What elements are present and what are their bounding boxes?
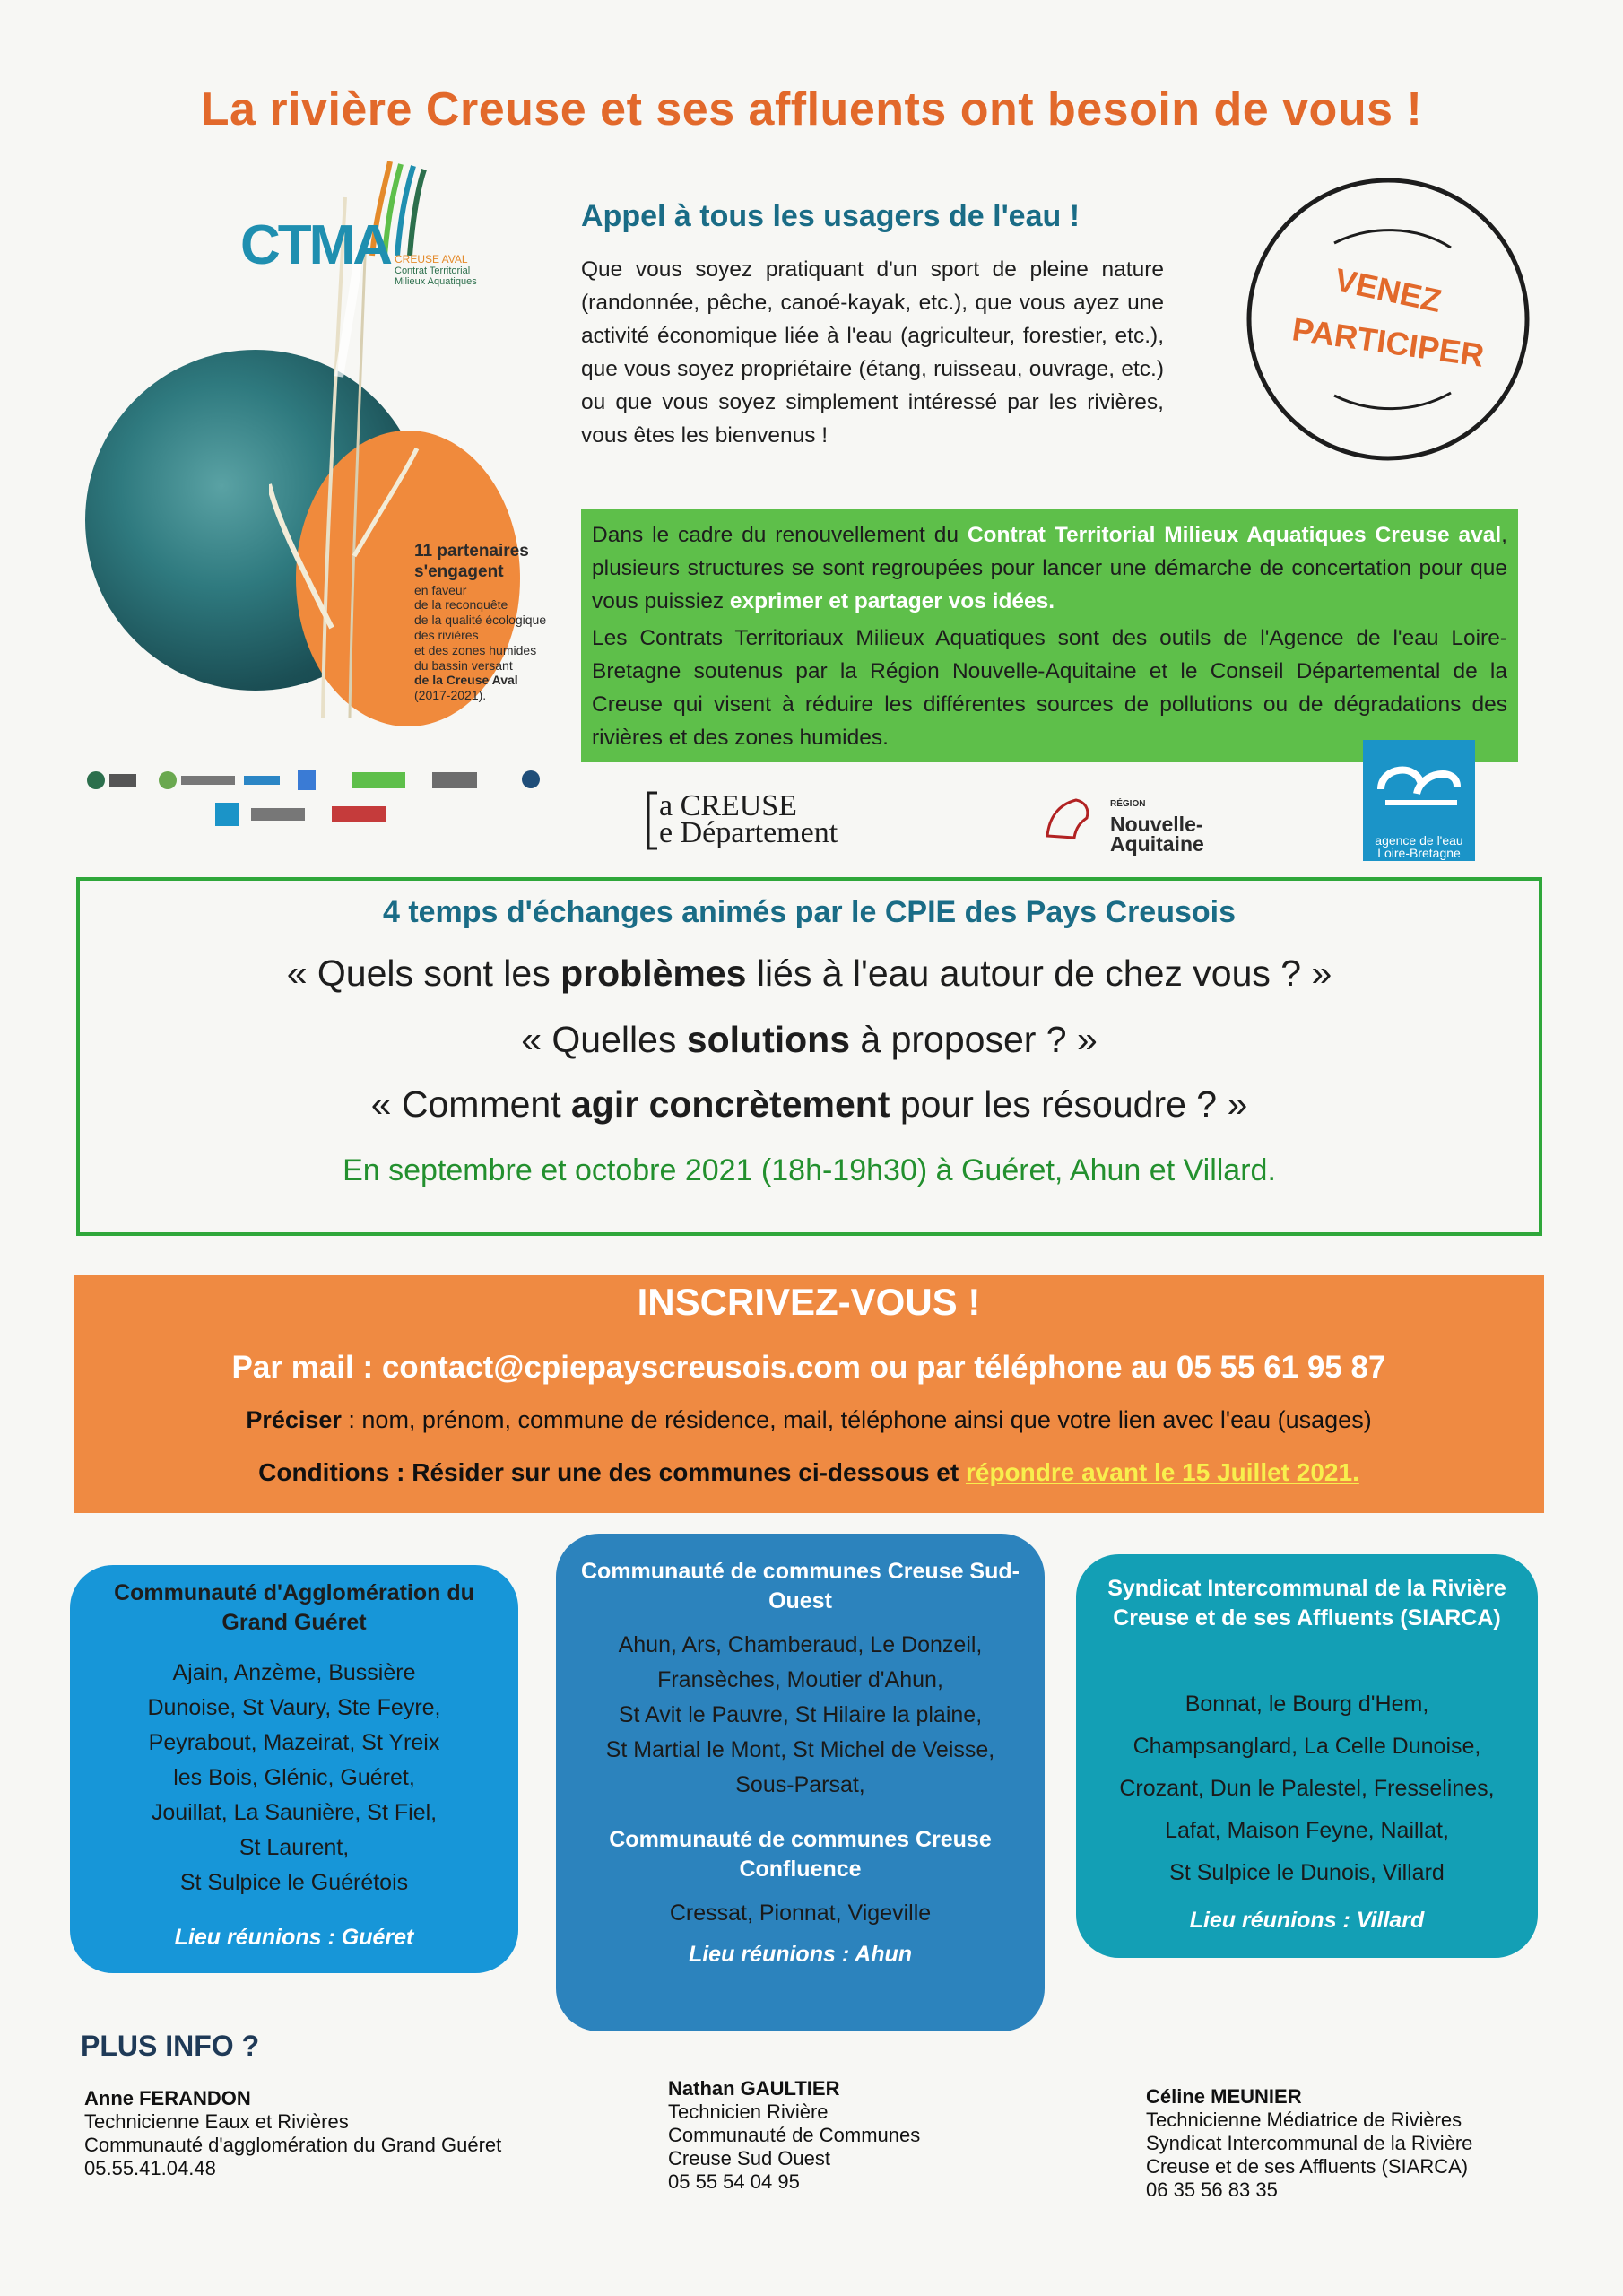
question-agir: « Comment agir concrètement pour les résoudre ? » bbox=[370, 1083, 1248, 1125]
inscription-contact[interactable]: Par mail : contact@cpiepayscreusois.com ou par téléphone au 05 55 61 95 87 bbox=[231, 1350, 1386, 1385]
inscription-title: INSCRIVEZ-VOUS ! bbox=[637, 1281, 981, 1323]
inscription-conditions: Conditions : Résider sur une des communes ci-dessous et répondre avant le 15 Juillet 2021. bbox=[258, 1458, 1359, 1486]
agence-eau-wave-icon bbox=[1372, 749, 1466, 821]
partners-bold-line: de la Creuse Aval bbox=[414, 673, 518, 688]
question-problemes: « Quels sont les problèmes liés à l'eau autour de chez vous ? » bbox=[286, 952, 1332, 994]
partners-line: de la reconquête bbox=[414, 597, 508, 613]
agence-line-2: Loire-Bretagne bbox=[1377, 846, 1461, 860]
partners-blurb bbox=[414, 542, 558, 703]
contact-ferandon: Anne FERANDON Technicienne Eaux et Rivières Communauté d'agglomération du Grand Guéret 05.55.41.04.48 bbox=[84, 2087, 502, 2179]
ctma-logo-subtitle bbox=[395, 254, 520, 287]
bubble-1-communes: Ajain, Anzème, Bussière Dunoise, St Vaury, Ste Feyre, Peyrabout, Mazeirat, St Yreix les Bois, Glénic, Guéret, Jouillat, La Saunière, St Fiel, St Laurent, St Sulpice le Guérétois bbox=[147, 1660, 441, 1895]
bubble-3-communes: Bonnat, le Bourg d'Hem, Champsanglard, La Celle Dunoise, Crozant, Dun le Palestel, Fresselines, Lafat, Maison Feyne, Naillat, St Sulpice le Dunois, Villard bbox=[1119, 1692, 1495, 1885]
stamp-line-participer: PARTICIPER bbox=[1289, 310, 1487, 374]
stamp-line-venez: VENEZ bbox=[1332, 260, 1445, 320]
ctma-subtitle-3: Milieux Aquatiques bbox=[395, 276, 477, 288]
page-title: La rivière Creuse et ses affluents ont besoin de vous ! bbox=[200, 83, 1423, 135]
agence-eau-text bbox=[1363, 834, 1475, 859]
bubble-2-header-2: Communauté de communes Creuse Confluence bbox=[609, 1827, 992, 1882]
ctma-subtitle-1: CREUSE AVAL bbox=[395, 253, 468, 265]
bubble-1-header: Communauté d'Agglomération du Grand Guéret bbox=[114, 1580, 474, 1635]
bubble-3-header: Syndicat Intercommunal de la Rivière Creuse et de ses Affluents (SIARCA) bbox=[1107, 1576, 1506, 1631]
stamp-text bbox=[1227, 260, 1549, 374]
partners-line: du bassin versant bbox=[414, 657, 513, 673]
partner-logos-row bbox=[82, 767, 549, 794]
creuse-logo-line-2: e Département bbox=[659, 816, 838, 849]
partners-count: 11 partenaires bbox=[414, 542, 529, 561]
partners-line: en faveur bbox=[414, 582, 467, 597]
green-info-box bbox=[581, 509, 1518, 762]
bubble-2-lieu: Lieu réunions : Ahun bbox=[688, 1942, 913, 1967]
question-solutions: « Quelles solutions à proposer ? » bbox=[521, 1019, 1098, 1060]
agence-line-1: agence de l'eau bbox=[1375, 833, 1463, 848]
plus-info-title: PLUS INFO ? bbox=[81, 2030, 260, 2062]
appel-text: Que vous soyez pratiquant d'un sport de pleine nature (randonnée, pêche, canoé-kayak, etc.), que vous ayez une activité économique liée à l'eau (agriculteur, forestier, etc.), que vous soyez propriétaire (étang, ruisseau, ouvrage, etc.) ou que vous soyez simplement intéressé par les rivières, vous êtes les bienvenus ! bbox=[581, 257, 1164, 448]
na-line-2: Aquitaine bbox=[1110, 832, 1204, 856]
appel-title: Appel à tous les usagers de l'eau ! bbox=[581, 199, 1081, 233]
ctma-logo-text: CTMA bbox=[240, 214, 391, 276]
partners-engage: s'engagent bbox=[414, 561, 504, 581]
partners-line: de la qualité écologique bbox=[414, 613, 547, 628]
green-paragraph-1: Dans le cadre du renouvellement du Contrat Territorial Milieux Aquatiques Creuse aval, plusieurs structures se sont regroupées pour lancer une démarche de concertation pour que vous puissiez exprimer et partager vos idées. bbox=[592, 523, 1507, 613]
bubble-3-lieu: Lieu réunions : Villard bbox=[1189, 1908, 1425, 1933]
ctma-subtitle-2: Contrat Territorial bbox=[395, 265, 471, 277]
na-line-1: Nouvelle- bbox=[1110, 813, 1203, 836]
nouvelle-aquitaine-logo-text bbox=[1110, 795, 1204, 854]
inscription-preciser: Préciser : nom, prénom, commune de résidence, mail, téléphone ainsi que votre lien avec l'eau (usages) bbox=[246, 1406, 1372, 1433]
bubble-2-header: Communauté de communes Creuse Sud-Ouest bbox=[581, 1559, 1020, 1613]
bubble-2-communes-2: Cressat, Pionnat, Vigeville bbox=[669, 1900, 932, 1926]
creuse-logo-line-1: a CREUSE bbox=[659, 789, 797, 822]
bubble-2-communes: Ahun, Ars, Chamberaud, Le Donzeil, Fransèches, Moutier d'Ahun, St Avit le Pauvre, St Hilaire la plaine, St Martial le Mont, St Michel de Veisse, Sous-Parsat, bbox=[605, 1632, 995, 1797]
partners-years: (2017-2021). bbox=[414, 688, 487, 703]
contact-meunier: Céline MEUNIER Technicienne Médiatrice de Rivières Syndicat Intercommunal de la Rivière Creuse et de ses Affluents (SIARCA) 06 35 56 83 35 bbox=[1146, 2085, 1473, 2201]
green-paragraph-2: Les Contrats Territoriaux Milieux Aquatiques sont des outils de l'Agence de l'eau Loire-Bretagne soutenus par la Région Nouvelle-Aquitaine et le Conseil Départemental de la Creuse qui visent à réduire les différentes sources de pollutions ou de dégradations des rivières et des zones humides. bbox=[592, 626, 1507, 750]
contact-gaultier: Nathan GAULTIER Technicien Rivière Communauté de Communes Creuse Sud Ouest 05 55 54 04 95 bbox=[668, 2077, 921, 2193]
partners-line: et des zones humides bbox=[414, 642, 537, 657]
na-region: RÉGION bbox=[1110, 799, 1146, 809]
partner-logos-row-2 bbox=[215, 801, 395, 828]
echanges-dates: En septembre et octobre 2021 (18h-19h30) à Guéret, Ahun et Villard. bbox=[343, 1153, 1276, 1187]
nouvelle-aquitaine-lion-icon bbox=[1040, 791, 1094, 845]
partners-line: des rivières bbox=[414, 627, 479, 642]
echanges-title: 4 temps d'échanges animés par le CPIE des Pays Creusois bbox=[382, 895, 1237, 929]
bubble-1-lieu: Lieu réunions : Guéret bbox=[174, 1925, 414, 1950]
